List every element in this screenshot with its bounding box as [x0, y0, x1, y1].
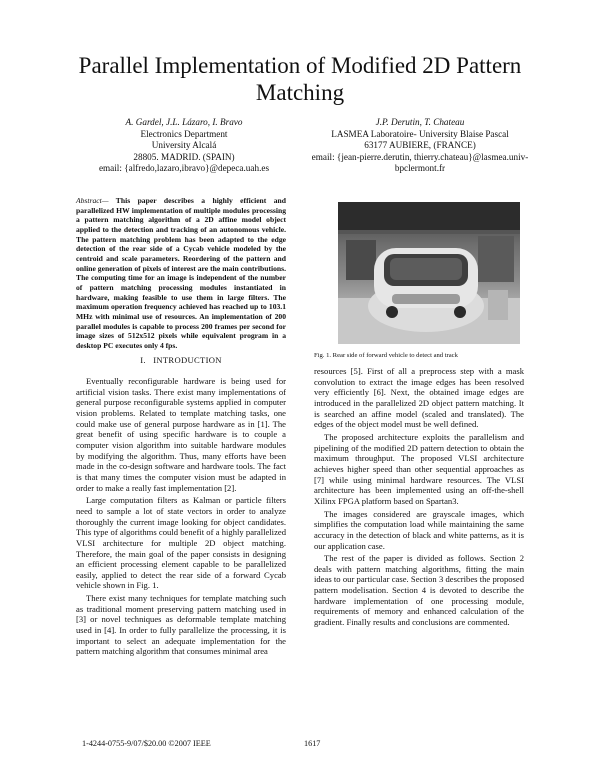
author-names: A. Gardel, J.L. Lázaro, I. Bravo	[125, 117, 243, 127]
author-address: 28805. MADRID. (SPAIN)	[133, 151, 235, 162]
author-email: email: {jean-pierre.derutin, thierry.chateau}@lasmea.univ-bpclermont.fr	[311, 151, 529, 173]
author-address: 63177 AUBIERE, (FRANCE)	[364, 140, 476, 150]
vehicle-photo-image	[338, 202, 520, 344]
right-column-body	[314, 366, 524, 630]
abstract-text: This paper describes a highly efficient and parallelized HW implementation of multiple modules processing a pattern matching algorithm of a 2D affine model object applied to the detection and tracking of an autonomous vehicle. The pattern matching problem has been adapted to the edge detection of the rear side of a Cycab vehicle modeled by the centroid and scale parameters. Reordering of the pattern and online generation of pixels of interest are the main contributions. The computing time for an image is independent of the number of pattern matching processing modules instantiated in hardware, making feasible to use them in large filters. The maximum operation frequency achieved has reached up to 103.1 MHz with minimal use of resources. An implementation of 200 parallel modules is capable to process 200 frames per second for image sizes of 512x512 pixels while equivalent program in a desktop PC executes only 4 fps.	[76, 196, 286, 350]
paragraph: There exist many techniques for template matching such as traditional moment preserving pattern matching used in [3] or novel techniques as deformable template matching used in [4]. In order to fully parallelize the processing, it is important to select an adequate implementation for the pattern matching algorithm that consumes minimal area	[76, 593, 286, 657]
author-block-left	[76, 117, 292, 175]
abstract-label: Abstract—	[76, 196, 109, 205]
paragraph: resources [5]. First of all a preprocess step with a mask convolution to extract the image edges has been resolved very efficiently [6]. Next, the obtained image edges are introduced in the parallelized 2D object pattern matching. It is searched an affine model (scaled and translated). The edges of the object model must be well defined.	[314, 366, 524, 430]
author-affiliation: University Alcalá	[151, 140, 217, 150]
paragraph: The images considered are grayscale images, which simplifies the computation load while maintaining the same accuracy in the detection of black and white patterns, as it is our application case.	[314, 508, 524, 551]
paragraph: Large computation filters as Kalman or particle filters need to sample a lot of state vectors in order to analyze thoroughly the current image looking for object candidates. This type of algorithms could benefit of a highly parallelized VLSI architecture for multiple 2D object matching. Therefore, the main goal of the paper consists in designing an efficient processing element capable to be parallelized easily, applied to detect the rear side of a forward Cycab vehicle shown in Fig. 1.	[76, 495, 286, 591]
paragraph: The proposed architecture exploits the parallelism and pipelining of the modified 2D pattern detection to obtain the maximum throughput. The proposed VLSI architecture achieves higher speed than other sequential approaches as [7] while using minimal hardware resources. The VLSI architecture has been implemented using an off-the-shell Xilinx FPGA platform based on Spartan3.	[314, 431, 524, 506]
figure-caption: Fig. 1. Rear side of forward vehicle to detect and track	[314, 352, 458, 359]
author-names: J.P. Derutin, T. Chateau	[375, 117, 465, 127]
section-heading	[76, 355, 286, 365]
page-number: 1617	[304, 739, 321, 748]
abstract	[76, 196, 286, 351]
author-affiliation: Electronics Department	[140, 128, 228, 139]
paragraph: Eventually reconfigurable hardware is being used for artificial vision tasks. There exist many implementations of general purpose reconfigurable systems applied in computer vision problems. Related to template matching tasks, one could make use of general purpose hardware as in [1]. The great benefit of using specific hardware is to couple a computer vision algorithm into suitable hardware modules by modifying the algorithm. Thus, many efforts have been made in the co-design software and hardware tools. The fact is that many times the computer vision must be adapted in order to make a really fast implementation [2].	[76, 376, 286, 493]
footer-isbn: 1-4244-0755-9/07/$20.00 ©2007 IEEE	[82, 739, 211, 748]
left-column-body	[76, 376, 286, 659]
author-block-right	[306, 117, 534, 175]
paper-title: Parallel Implementation of Modified 2D Pattern Matching	[78, 53, 522, 105]
author-email: email: {alfredo,lazaro,ibravo}@depeca.uah.es	[98, 163, 270, 173]
section-number: I.	[140, 355, 146, 365]
figure-vehicle-photo	[338, 202, 520, 344]
author-affiliation: LASMEA Laboratoire- University Blaise Pascal	[331, 128, 509, 139]
paragraph: The rest of the paper is divided as follows. Section 2 deals with pattern matching algorithms, fitting the main ideas to our particular case. Section 3 describes the proposed pattern modelisation. Section 4 is devoted to describe the hardware implementation of one processing module, requirements of memory and enhanced calculation of the gradient. Finally results and conclusions are commented.	[314, 553, 524, 628]
section-title: INTRODUCTION	[153, 355, 222, 365]
